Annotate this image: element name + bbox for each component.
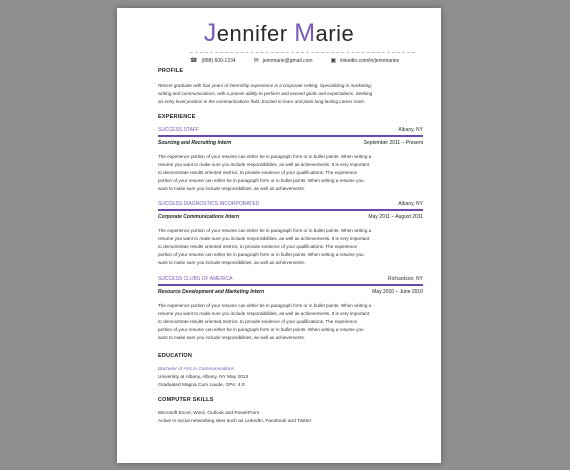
profile-heading: PROFILE [158,68,184,74]
job-employer-row [158,127,423,133]
linkedin-icon: ▣ [330,58,337,64]
job-title: Resource Development and Marketing Intern [158,289,265,295]
section-rule [158,209,423,211]
job-employer-row [158,276,423,282]
school: University at Albany, Albany, NY May 2013 [158,375,249,380]
job-dates: September 2011 – Present [363,140,423,146]
profile-text: Recent graduate with four years of internship experience in a corporate setting. Specializing in marketing, writing and communications, with a proven ability to perform and exceed goals and expectations. Seeking an entry level position in the communications field. Excited to learn and plant long lasting career roots. [158,83,373,104]
employer-name: SUCCESS DIAGNOSTICS INCORPORATED [158,201,260,207]
job-dates: May 2010 – June 2010 [372,289,423,295]
contact-bar [190,52,415,64]
job-employer-row [158,201,423,207]
job-title: Sourcing and Recruiting Intern [158,140,232,146]
section-rule [158,284,423,286]
job-role-row [158,289,423,295]
job-description: The experience portion of your resume can either be in paragraph form or in bullet points. When writing a resume you want to make sure you include responsibilities, as well as achievements. It is very important to demonstrate results oriented metrics, to provide evidence of your qualifications. The experience portion of your resume can either be in paragraph form or in bullet points. When writing a resume you want to make sure you include responsibilities, as well as achievements. [158,228,372,265]
employer-location: Richardson, NY [387,276,423,282]
employer-name: SUCCESS CLUBS OF AMERICA [158,276,233,282]
education-heading: EDUCATION [158,353,193,359]
job-description: The experience portion of your resume can either be in paragraph form or in bullet points. When writing a resume you want to make sure you include responsibilities, as well as achievements. It is very important to demonstrate results oriented metrics, to provide evidence of your qualifications. The experience portion of your resume can either be in paragraph form or in bullet points. When writing a resume you want to make sure you include responsibilities, as well as achievements. [158,154,372,191]
linkedin-url: linkedin.com/in/jennmariex [340,57,400,64]
candidate-name: Jennifer Marie [203,19,355,47]
section-rule [158,135,423,137]
job-role-row [158,140,423,146]
experience-heading: EXPERIENCE [158,114,196,120]
employer-location: Albany, NY [398,127,423,133]
job-description: The experience portion of your resume can either be in paragraph form or in bullet points. When writing a resume you want to make sure you include responsibilities, as well as achievements. It is very important to demonstrate results oriented metrics, to provide evidence of your qualifications. The experience portion of your resume can either be in paragraph form or in bullet points. When writing a resume you want to make sure you include responsibilities, as well as achievements. [158,303,372,340]
skills-heading: COMPUTER SKILLS [158,397,214,403]
job-dates: May 2011 – August 2011 [368,214,423,220]
skills-line: Microsoft Excel, Word, Outlook and PowerPoint [158,411,259,416]
resume-page [117,8,441,463]
job-role-row [158,214,423,220]
email-icon: ✉ [253,58,259,64]
phone-icon: ☎ [190,58,198,64]
email-address: jennmarie@gmail.com [262,57,313,64]
employer-name: SUCCESS STAFF [158,127,200,133]
skills-line: Active in social networking sites such as LinkedIn, Facebook and Twitter [158,419,312,424]
employer-location: Albany, NY [398,201,423,207]
phone-number: (888) 600-1234 [201,57,236,64]
honors: Graduated Magna Cum Laude, GPA: 4.0 [158,383,245,388]
job-title: Corporate Communications Intern [158,214,240,220]
degree: Bachelor of Arts in Communications [158,367,235,372]
